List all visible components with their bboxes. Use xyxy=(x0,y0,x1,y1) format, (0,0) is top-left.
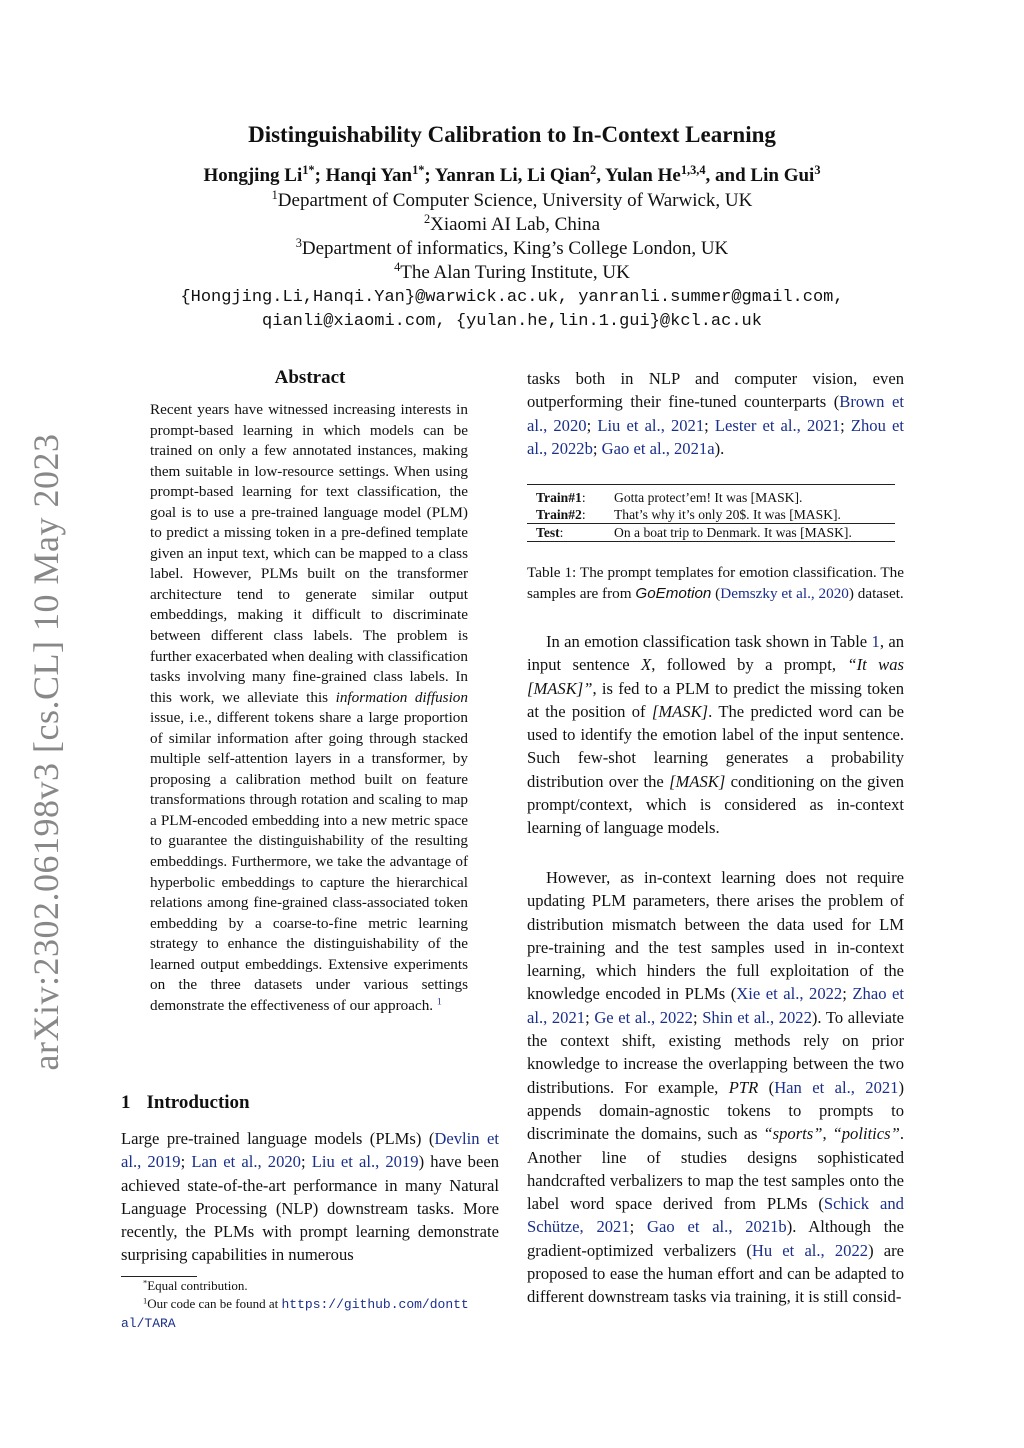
citation-link[interactable]: Ge et al., 2022 xyxy=(594,1007,693,1027)
body-text: ; xyxy=(592,438,602,458)
prompt-template-table xyxy=(527,484,895,542)
body-text: tasks both in NLP and computer vision, even outperforming their fine-tuned counterparts ( xyxy=(527,369,904,412)
email-line: {Hongjing.Li,Hanqi.Yan}@warwick.ac.uk, yanranli.summer@gmail.com, xyxy=(180,288,844,307)
author-name: Yanran Li, Li Qian xyxy=(434,165,591,186)
equal-contrib-mark: * xyxy=(418,163,425,178)
table-label-text: Test xyxy=(536,525,560,540)
citation-link[interactable]: Devlin et al., 2019 xyxy=(121,1129,499,1172)
citation-link[interactable]: Schick and Schütze, 2021 xyxy=(527,1194,904,1237)
footnote-text: Equal contribution. xyxy=(147,1278,248,1293)
affiliation xyxy=(0,262,1024,284)
footnote-mark: 1 xyxy=(143,1295,148,1306)
abstract-text: issue, i.e., different tokens share a large proportion of similar information after going through stacked multiple self-attention layers in a transformer, by proposing a calibration method built on feature transformations through rotation and scaling to map a PLM-encoded embedding into a new metric space to guarantee the distinguishability of the resulting embeddings. Furthermore, we take the advantage of hyperbolic embeddings to capture the hierarchical relations among fine-grained class-associated token embedding by a coarse-to-fine metric learning strategy to enhance the distinguishability of the learned output embeddings. Extensive experiments on the three datasets under various settings demonstrate the effectiveness of our approach. xyxy=(150,709,468,1014)
citation-link[interactable]: Liu et al., 2019 xyxy=(311,1152,419,1172)
abstract-heading: Abstract xyxy=(274,367,346,388)
body-text: , is fed to a PLM to predict the missing token at the position of xyxy=(527,678,904,721)
table-label-text: Train#2 xyxy=(536,507,582,522)
footnote-mark: * xyxy=(143,1277,148,1288)
table-row-label: Test: xyxy=(536,525,564,540)
affiliation xyxy=(0,190,1024,212)
intro-paragraph xyxy=(121,1127,499,1267)
body-text: ; xyxy=(629,1217,648,1237)
body-paragraph xyxy=(527,630,904,840)
citation-link[interactable]: Lester et al., 2021 xyxy=(714,415,841,435)
author-sep: , xyxy=(596,165,601,186)
body-text: However, as in-context learning does not require updating PLM parameters, there arises the problem of distribution mismatch between the data used for LM pre-training and the test samples used in in-context learning, which hinders the full exploitation of the knowledge encoded in PLMs ( xyxy=(527,868,904,1004)
citation-link[interactable]: Liu et al., 2021 xyxy=(597,415,705,435)
method-name: PTR xyxy=(728,1077,759,1097)
citation-link[interactable]: Brown et al., 2020 xyxy=(527,392,904,435)
body-text: , followed by a prompt, xyxy=(651,655,848,675)
table-cell: That’s why it’s only 20$. It was [MASK]. xyxy=(614,507,841,522)
body-text: ; xyxy=(704,415,715,435)
author-sep: ; xyxy=(314,165,321,186)
body-text: conditioning on the given prompt/context, which is considered as in-context learning of language models. xyxy=(527,771,904,838)
citation-link[interactable]: Hu et al., 2022 xyxy=(751,1240,869,1260)
body-text: ( xyxy=(758,1077,775,1097)
table-row xyxy=(527,524,895,541)
table-ref-link[interactable]: 1 xyxy=(871,632,880,651)
abstract-emphasis: information diffusion xyxy=(335,688,468,706)
body-text: In an emotion classification task shown in Table xyxy=(546,632,872,651)
table-row xyxy=(527,489,895,506)
author-name: Hongjing Li xyxy=(203,165,303,186)
affiliation-sup: 4 xyxy=(394,260,401,275)
affiliation-text: Xiaomi AI Lab, China xyxy=(430,214,601,235)
author-name: Lin Gui xyxy=(750,165,815,186)
body-text: ; xyxy=(180,1152,192,1172)
emphasis: “It was [MASK]” xyxy=(527,655,904,698)
body-paragraph xyxy=(527,866,904,1309)
body-text: ; xyxy=(300,1152,312,1172)
author-affil-sup: 2 xyxy=(590,163,597,178)
citation-link[interactable]: Zhou et al., 2022b xyxy=(527,415,904,458)
emphasis: [MASK] xyxy=(651,701,709,721)
table-rule xyxy=(527,541,895,542)
emphasis: “politics” xyxy=(832,1124,900,1144)
body-text: Large pre-trained language models (PLMs) ( xyxy=(121,1129,435,1148)
author-name: Hanqi Yan xyxy=(325,165,413,186)
table-label-text: Train#1 xyxy=(536,490,582,505)
affiliation-text: The Alan Turing Institute, UK xyxy=(400,262,630,283)
citation-link[interactable]: Lan et al., 2020 xyxy=(191,1152,301,1172)
body-text: ; xyxy=(842,984,853,1004)
abstract-text: Recent years have witnessed increasing interests in prompt-based learning in which models can be trained on only a few annotated instances, making them suitable in low-resource settings. When using prompt-based learning for text classification, the goal is to use a pre-trained language model (PLM) to predict a missing token in a pre-defined template given an input text, which can be mapped to a class label. However, PLMs built on the transformer architecture tend to generate similar output embeddings, making it difficult to discriminate between different class labels. The problem is further exacerbated when dealing with classification tasks involving many fine-grained class labels. In this work, we alleviate this xyxy=(150,401,468,706)
citation-link[interactable]: Shin et al., 2022 xyxy=(702,1007,812,1027)
footnote-text: Our code can be found at xyxy=(147,1296,282,1311)
caption-text: ) dataset. xyxy=(848,584,904,602)
emphasis: “sports” xyxy=(763,1124,823,1144)
author-affil-sup: 1,3,4 xyxy=(680,163,706,178)
body-text: ). Although the gradient-optimized verbalizers ( xyxy=(527,1217,904,1260)
section-heading xyxy=(121,1092,250,1114)
body-text: ). xyxy=(714,438,725,458)
equal-contrib-mark: * xyxy=(308,163,315,178)
author-name: Yulan He xyxy=(604,165,681,186)
caption-text: Table 1: The prompt templates for emotion classification. The samples are from xyxy=(527,564,904,602)
section-title: Introduction xyxy=(146,1092,250,1113)
body-text: ) appends domain-agnostic tokens to prompts to discriminate the domains, such as xyxy=(527,1077,904,1144)
affiliation-text: Department of Computer Science, University of Warwick, UK xyxy=(277,190,753,211)
citation-link[interactable]: Gao et al., 2021a xyxy=(601,438,715,458)
table-row xyxy=(527,506,895,523)
citation-link[interactable]: Xie et al., 2022 xyxy=(736,984,843,1004)
paper-title: Distinguishability Calibration to In-Context Learning xyxy=(248,122,776,147)
emphasis: [MASK] xyxy=(669,771,726,791)
footnote-ref-link[interactable]: 1 xyxy=(436,996,442,1008)
body-text: ; xyxy=(840,415,851,435)
citation-link[interactable]: Zhao et al., 2021 xyxy=(527,984,904,1027)
body-text: , xyxy=(822,1124,833,1144)
body-text: ) are proposed to ease the human effort and can be adapted to different downstream tasks via training, it is still consid- xyxy=(527,1240,904,1307)
email-line: qianli@xiaomi.com, {yulan.he,lin.1.gui}@kcl.ac.uk xyxy=(262,312,762,331)
table-cell: On a boat trip to Denmark. It was [MASK]. xyxy=(614,525,852,540)
abstract-body xyxy=(150,400,468,1016)
arxiv-side-stamp: arXiv:2302.06198v3 [cs.CL] 10 May 2023 xyxy=(26,433,66,1071)
code-url-link[interactable]: https://github.com/dontt al/TARA xyxy=(121,1297,469,1331)
table-row-label: Train#1: xyxy=(536,490,586,505)
affiliation xyxy=(0,238,1024,260)
caption-text: ( xyxy=(711,584,721,602)
intro-paragraph-continued xyxy=(527,367,904,460)
body-text: ) have been achieved state-of-the-art performance in many Natural Language Processing (NLP) downstream tasks. More recently, the PLMs with prompt learning demonstrate surprising capabilities in numerous xyxy=(121,1152,500,1265)
author-list xyxy=(0,165,1024,187)
affiliation-sup: 2 xyxy=(423,212,431,227)
footnote xyxy=(121,1295,501,1333)
author-affil-sup: 1 xyxy=(302,163,309,178)
body-text: , an input sentence xyxy=(527,632,904,675)
section-number: 1 xyxy=(121,1092,131,1113)
author-sep: ; xyxy=(424,165,431,186)
author-sep: , and xyxy=(705,165,746,186)
body-text: ; xyxy=(586,415,598,435)
citation-link[interactable]: Han et al., 2021 xyxy=(774,1077,899,1097)
affiliation-sup: 3 xyxy=(295,236,302,251)
body-text: ; xyxy=(692,1007,703,1027)
affiliation xyxy=(0,214,1024,236)
dataset-name: GoEmotion xyxy=(635,584,712,602)
affiliation-text: Department of informatics, King’s College London, UK xyxy=(301,238,729,259)
author-affil-sup: 3 xyxy=(814,163,821,178)
citation-link[interactable]: Gao et al., 2021b xyxy=(647,1217,787,1237)
affiliation-sup: 1 xyxy=(271,188,278,203)
body-text: ; xyxy=(585,1007,595,1027)
body-text: . Another line of studies designs sophisticated handcrafted verbalizers to map the test samples onto the label word space derived from PLMs ( xyxy=(527,1124,905,1214)
math-variable: X xyxy=(641,655,652,675)
author-affil-sup: 1 xyxy=(412,163,419,178)
table-row-label: Train#2: xyxy=(536,507,586,522)
body-text: ). To alleviate the context shift, existing methods rely on prior knowledge to increase the overlapping between the two distributions. For example, xyxy=(527,1007,904,1097)
citation-link[interactable]: Demszky et al., 2020 xyxy=(720,584,849,602)
body-text: . The predicted word can be used to identify the emotion label of the input sentence. Such few-shot learning generates a probability distribution over the xyxy=(527,701,904,791)
footnote xyxy=(143,1277,248,1295)
table-cell: Gotta protect’em! It was [MASK]. xyxy=(614,490,803,505)
table-caption xyxy=(527,563,904,604)
